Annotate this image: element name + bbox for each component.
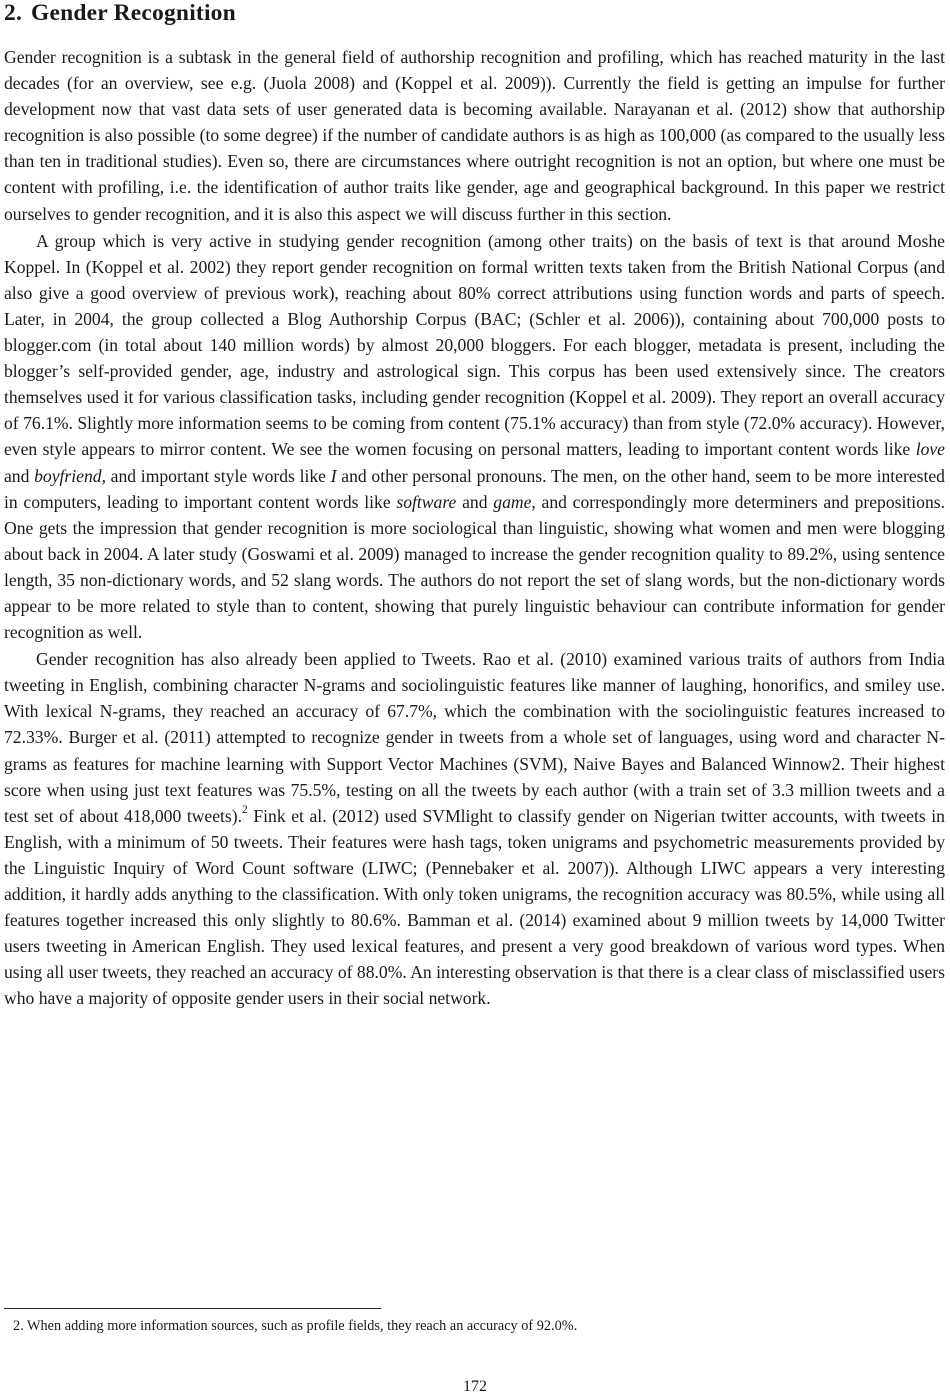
emphasis-love: love — [915, 439, 945, 460]
footnote-mark: 2 — [242, 803, 248, 816]
paper-page — [4, 0, 945, 1011]
footnote-rule — [4, 1308, 381, 1309]
paragraph-2 — [4, 228, 945, 646]
footnote: 2. When adding more information sources, such as profile fields, they reach an accuracy of 92.0%. — [13, 1318, 578, 1334]
paragraph-3-text-1: Gender recognition has also already been applied to Tweets. Rao et al. (2010) examined various traits of authors from India tweeting in English, combining character N-grams and sociolinguistic features like manner of laughing, honorifics, and smiley use. With lexical N-grams, they reached an accuracy of 67.7%, which the combination with the sociolinguistic features increased to 72.33%. Burger et al. (2011) attempted to recognize gender in tweets from a whole set of languages, using word and character N-grams as features for machine learning with Support Vector Machines (SVM), Naive Bayes and Balanced Winnow2. Their highest score when using just text features was 75.5%, testing on all the tweets by each author (with a train set of 3.3 million tweets and a test set of about 418,000 tweets). — [4, 649, 945, 826]
emphasis-i: I — [330, 465, 337, 486]
paragraph-3-text-2: Fink et al. (2012) used SVMlight to classify gender on Nigerian twitter accounts, with tweets in English, with a minimum of 50 tweets. Their features were hash tags, token unigrams and psychometric measurements provided by the Linguistic Inquiry of Word Count software (LIWC; (Pennebaker et al. 2007)). Although LIWC appears a very interesting addition, it hardly adds anything to the classification. With only token unigrams, the recognition accuracy was 80.5%, while using all features together increased this only slightly to 80.6%. Bamman et al. (2014) examined about 9 million tweets by 14,000 Twitter users tweeting in American English. They used lexical features, and present a very good breakdown of various word types. When using all user tweets, they reached an accuracy of 88.0%. An interesting observation is that there is a clear class of misclassified users who have a majority of opposite gender users in their social network. — [4, 805, 945, 1009]
emphasis-game: game — [493, 491, 532, 512]
emphasis-software: software — [396, 491, 457, 512]
paragraph-2-text-3: , and important style words like — [101, 465, 331, 486]
page-number: 172 — [463, 1378, 487, 1395]
paragraph-2-text-6: , and correspondingly more determiners and prepositions. One gets the impression that gender recognition is more sociological than linguistic, showing what women and men were blogging about back in 2004. A later study (Goswami et al. 2009) managed to increase the gender recognition quality to 89.2%, using sentence length, 35 non-dictionary words, and 52 slang words. The authors do not report the set of slang words, but the non-dictionary words appear to be more related to style than to content, showing that purely linguistic behaviour can contribute information for gender recognition as well. — [4, 491, 945, 643]
section-heading — [4, 0, 945, 26]
paragraph-2-text-4: and other personal pronouns. The men, on the other hand, seem to be more interested in computers, leading to important content words like — [4, 465, 945, 512]
section-title: Gender Recognition — [31, 0, 236, 26]
paragraph-2-text-5: and — [456, 491, 494, 512]
section-number: 2. — [4, 0, 23, 26]
emphasis-boyfriend: boyfriend — [34, 465, 102, 486]
paragraph-2-text-1: A group which is very active in studying gender recognition (among other traits) on the basis of text is that around Moshe Koppel. In (Koppel et al. 2002) they report gender recognition on formal written texts taken from the British National Corpus (and also give a good overview of previous work), reaching about 80% correct attributions using function words and parts of speech. Later, in 2004, the group collected a Blog Authorship Corpus (BAC; (Schler et al. 2006)), containing about 700,000 posts to blogger.com (in total about 140 million words) by almost 20,000 bloggers. For each blogger, metadata is present, including the blogger’s self-provided gender, age, industry and astrological sign. This corpus has been used extensively since. The creators themselves used it for various classification tasks, including gender recognition (Koppel et al. 2009). They report an overall accuracy of 76.1%. Slightly more information seems to be coming from content (75.1% accuracy) than from style (72.0% accuracy). However, even style appears to mirror content. We see the women focusing on personal matters, leading to important content words like — [4, 230, 945, 460]
paragraph-1: Gender recognition is a subtask in the general field of authorship recognition and profiling, which has reached maturity in the last decades (for an overview, see e.g. (Juola 2008) and (Koppel et al. 2009)). Currently the field is getting an impulse for further development now that vast data sets of user generated data is becoming available. Narayanan et al. (2012) show that authorship recognition is also possible (to some degree) if the number of candidate authors is as high as 100,000 (as compared to the usually less than ten in traditional studies). Even so, there are circumstances where outright recognition is not an option, but where one must be content with profiling, i.e. the identification of author traits like gender, age and geographical background. In this paper we restrict ourselves to gender recognition, and it is also this aspect we will discuss further in this section. — [4, 47, 945, 224]
paragraph-2-text-2: and — [4, 465, 35, 486]
paragraph-3 — [4, 646, 945, 1011]
